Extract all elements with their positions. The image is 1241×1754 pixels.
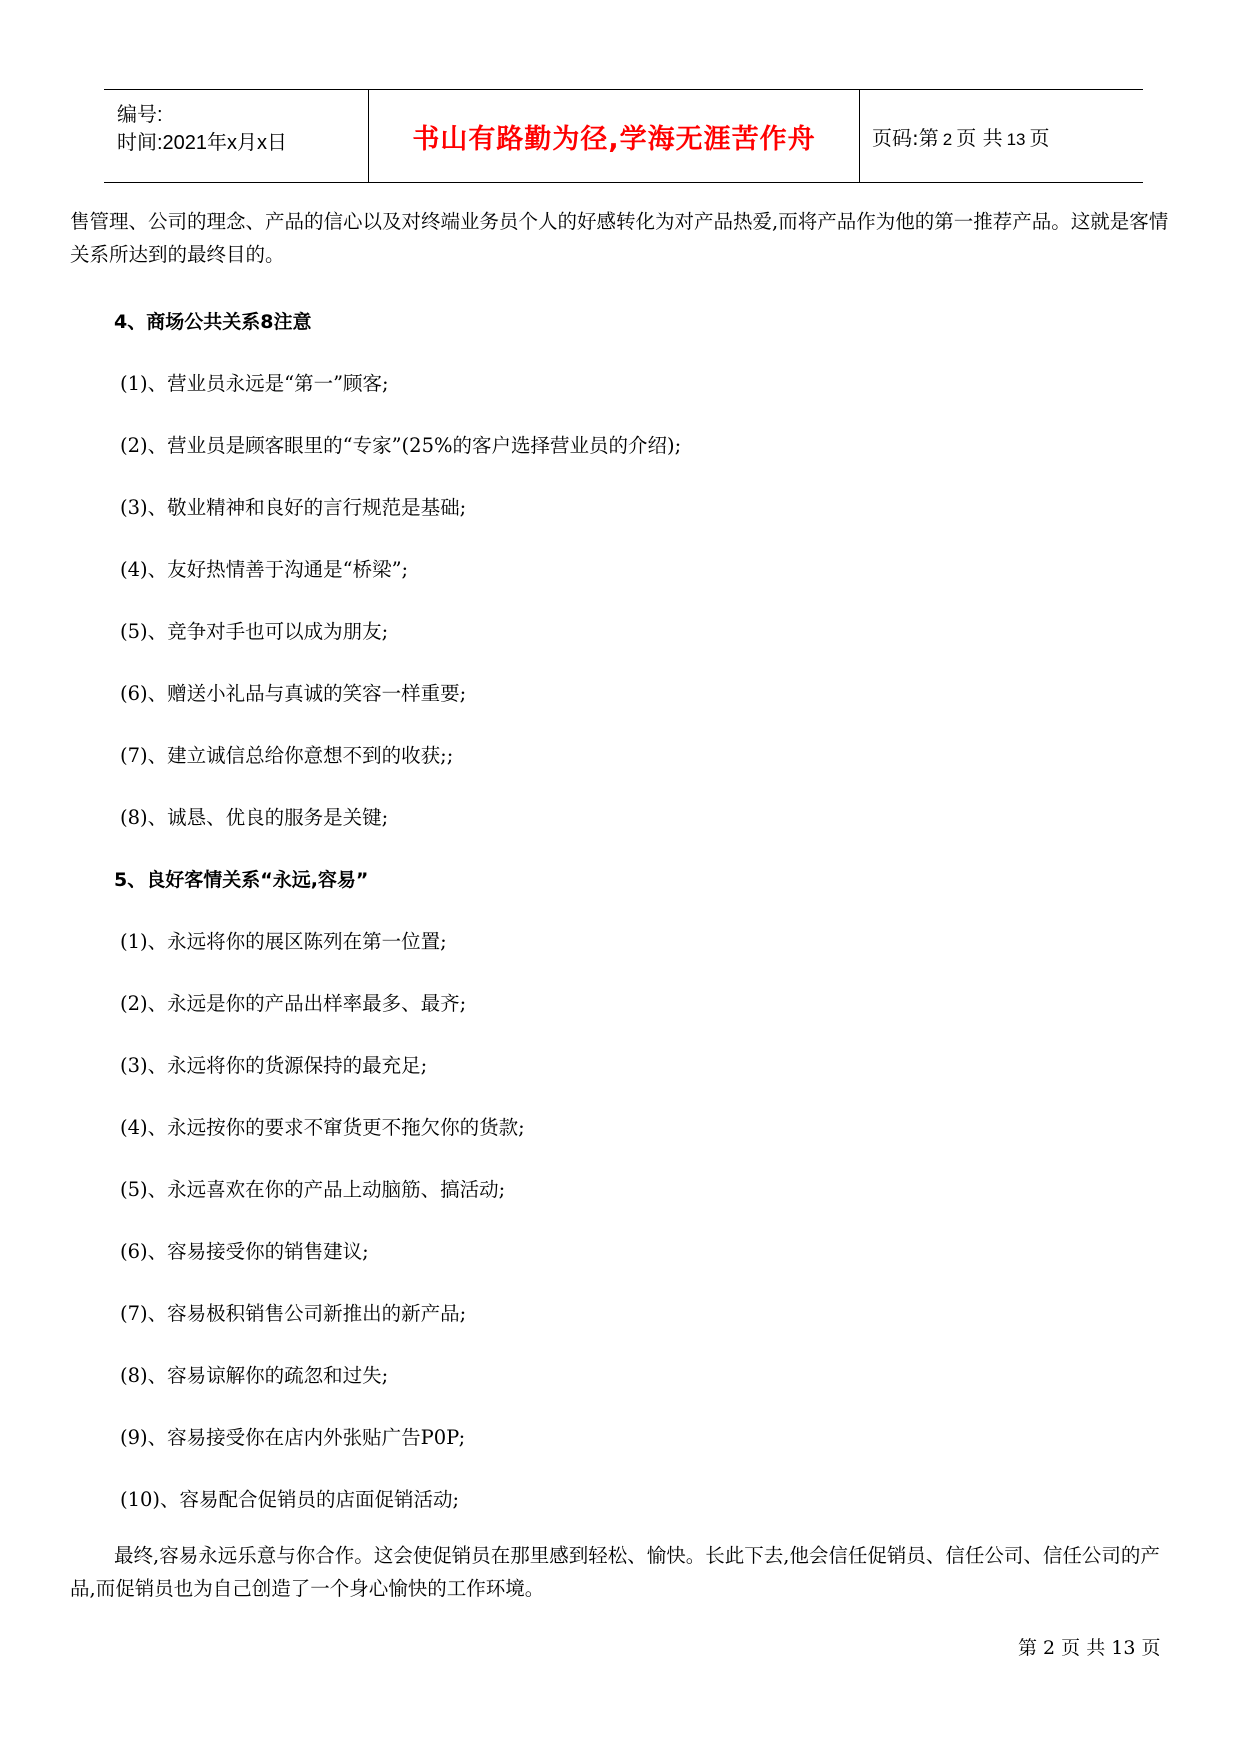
list-item: (5)、永远喜欢在你的产品上动脑筋、搞活动;: [120, 1178, 506, 1201]
list-item: (6)、容易接受你的销售建议;: [120, 1240, 369, 1263]
list-item: (10)、容易配合促销员的店面促销活动;: [120, 1488, 460, 1511]
section-4-heading: 4、商场公共关系8注意: [114, 311, 312, 333]
list-item: (3)、永远将你的货源保持的最充足;: [120, 1054, 428, 1077]
header-meta-cell: [104, 90, 369, 183]
conclusion-paragraph: 最终,容易永远乐意与你合作。这会使促销员在那里感到轻松、愉快。长此下去,他会信任促销员、信任公司、信任公司的产品,而促销员也为自己创造了一个身心愉快的工作环境。: [70, 1544, 1160, 1600]
list-item: (3)、敬业精神和良好的言行规范是基础;: [120, 496, 467, 519]
intro-paragraph: 售管理、公司的理念、产品的信心以及对终端业务员个人的好感转化为对产品热爱,而将产品作为他的第一推荐产品。这就是客情关系所达到的最终目的。: [70, 210, 1169, 266]
document-time-label: 时间:2021年x月x日: [117, 132, 288, 154]
list-item: (9)、容易接受你在店内外张贴广告P0P;: [120, 1426, 466, 1449]
list-item: (2)、永远是你的产品出样率最多、最齐;: [120, 992, 467, 1015]
header-motto: 书山有路勤为径,学海无涯苦作舟: [412, 123, 816, 155]
header-page-cell: [860, 90, 1144, 183]
list-item: (5)、竞争对手也可以成为朋友;: [120, 620, 389, 643]
list-item: (2)、营业员是顾客眼里的“专家”(25%的客户选择营业员的介绍);: [120, 434, 682, 457]
page-footer: 第 2 页 共 13 页: [1018, 1637, 1161, 1659]
list-item: (1)、永远将你的展区陈列在第一位置;: [120, 930, 447, 953]
section-5-list: [70, 911, 1180, 1531]
list-item: (7)、建立诚信总给你意想不到的收获;;: [120, 744, 454, 767]
section-5-heading: 5、良好客情关系“永远,容易”: [114, 869, 369, 891]
document-body: [70, 205, 1180, 1605]
document-number-label: 编号:: [117, 104, 163, 126]
list-item: (4)、友好热情善于沟通是“桥梁”;: [120, 558, 409, 581]
header-motto-cell: [369, 90, 860, 183]
section-4-list: [70, 353, 1180, 849]
page-header: [104, 89, 1143, 183]
list-item: (1)、营业员永远是“第一”顾客;: [120, 372, 389, 395]
list-item: (8)、容易谅解你的疏忽和过失;: [120, 1364, 389, 1387]
list-item: (6)、赠送小礼品与真诚的笑容一样重要;: [120, 682, 467, 705]
list-item: (7)、容易极积销售公司新推出的新产品;: [120, 1302, 467, 1325]
list-item: (8)、诚恳、优良的服务是关键;: [120, 806, 389, 829]
header-page-number: 页码:第 2 页 共 13 页: [872, 125, 1050, 150]
list-item: (4)、永远按你的要求不窜货更不拖欠你的货款;: [120, 1116, 525, 1139]
